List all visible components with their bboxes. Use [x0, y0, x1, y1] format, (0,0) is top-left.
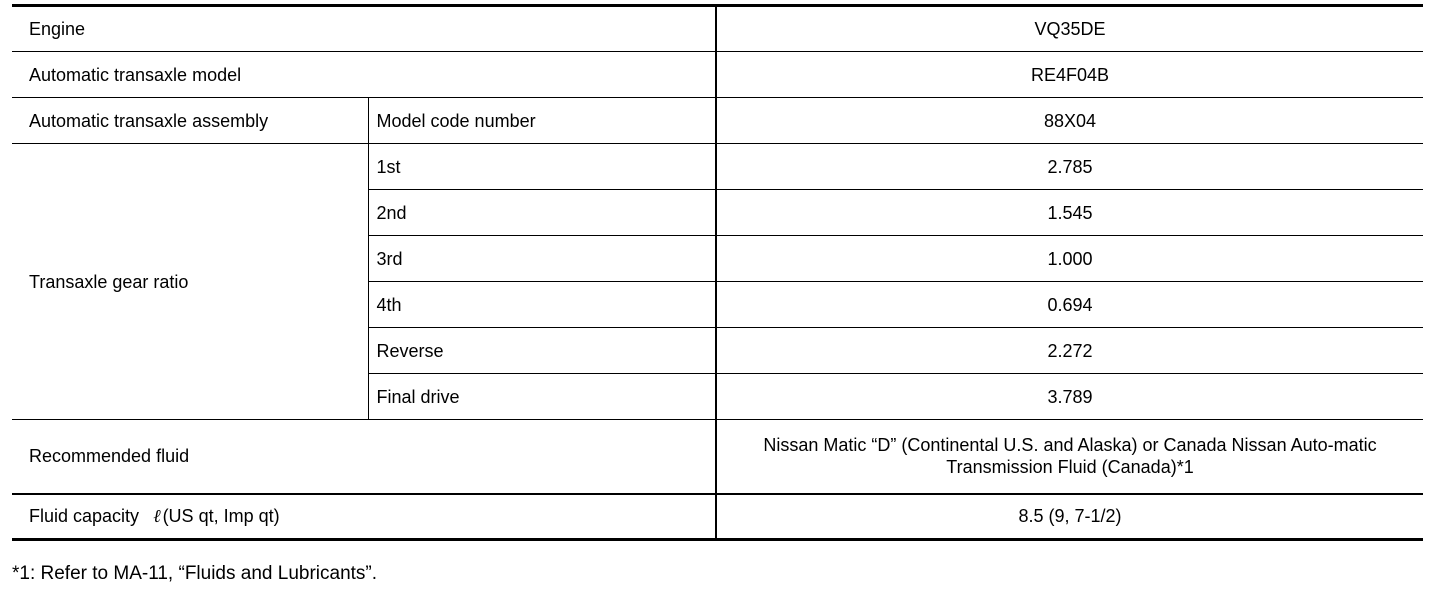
table-row-gear [12, 144, 1423, 190]
gear-ratio-value: 0.694 [716, 282, 1423, 328]
transaxle-assembly-label: Automatic transaxle assembly [12, 98, 368, 144]
fluid-capacity-label: Fluid capacity [29, 505, 140, 526]
fluid-capacity-label-cell [12, 494, 716, 540]
model-code-number-label: Model code number [368, 98, 716, 144]
fluid-capacity-unit: (US qt, Imp qt) [162, 505, 280, 526]
transaxle-model-label: Automatic transaxle model [12, 52, 716, 98]
table-row-model [12, 52, 1423, 98]
table-row-fluid [12, 420, 1423, 494]
gear-ratio-value: 2.272 [716, 328, 1423, 374]
gear-name: Reverse [368, 328, 716, 374]
liter-symbol: ℓ [153, 505, 161, 527]
gear-ratio-label: Transaxle gear ratio [12, 144, 368, 420]
gear-ratio-value: 1.000 [716, 236, 1423, 282]
recommended-fluid-label: Recommended fluid [12, 420, 716, 494]
engine-label: Engine [12, 6, 716, 52]
fluid-capacity-value: 8.5 (9, 7-1/2) [716, 494, 1423, 540]
model-code-number-value: 88X04 [716, 98, 1423, 144]
gear-ratio-value: 1.545 [716, 190, 1423, 236]
gear-ratio-value: 3.789 [716, 374, 1423, 420]
specification-table [12, 4, 1423, 541]
gear-name: Final drive [368, 374, 716, 420]
gear-name: 4th [368, 282, 716, 328]
transaxle-model-value: RE4F04B [716, 52, 1423, 98]
table-row-capacity [12, 494, 1423, 540]
gear-name: 2nd [368, 190, 716, 236]
gear-ratio-value: 2.785 [716, 144, 1423, 190]
gear-name: 1st [368, 144, 716, 190]
table-row-assembly [12, 98, 1423, 144]
gear-name: 3rd [368, 236, 716, 282]
footnote: *1: Refer to MA-11, “Fluids and Lubricants”. [12, 563, 378, 584]
recommended-fluid-value: Nissan Matic “D” (Continental U.S. and Alaska) or Canada Nissan Auto-matic Transmission Fluid (Canada)*1 [716, 420, 1423, 494]
engine-value: VQ35DE [716, 6, 1423, 52]
table-row-engine [12, 6, 1423, 52]
